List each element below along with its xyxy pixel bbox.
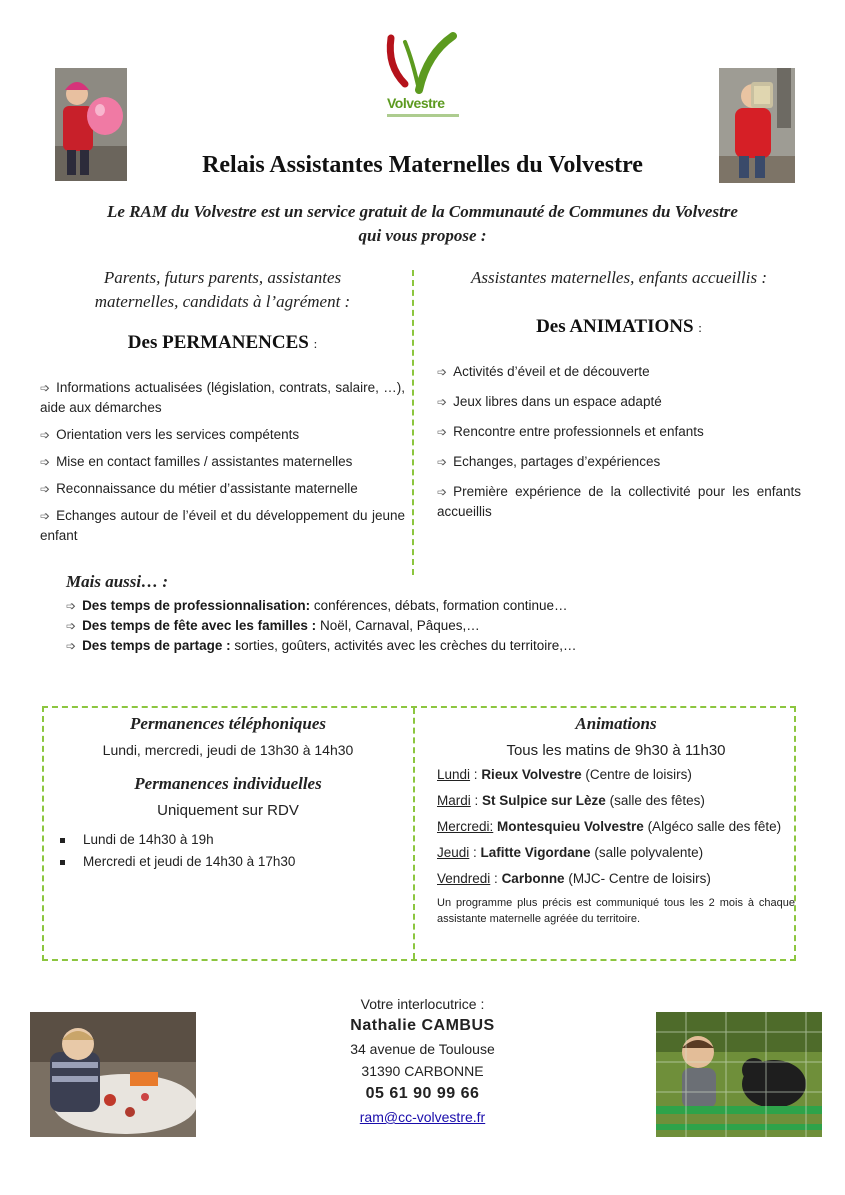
arrow-icon: ➩ — [40, 428, 51, 442]
arrow-icon: ➩ — [66, 599, 77, 613]
table-row: Mercredi: Montesquieu Volvestre (Algéco salle des fête) — [437, 819, 782, 834]
phone-hours-text: Lundi, mercredi, jeudi de 13h30 à 14h30 — [102, 742, 354, 758]
photo-child-painting — [30, 1012, 196, 1137]
individual-hours-title: Permanences individuelles — [134, 774, 322, 793]
list-item: ➩ Jeux libres dans un espace adapté — [437, 394, 662, 409]
arrow-icon: ➩ — [437, 425, 448, 439]
arrow-icon: ➩ — [66, 619, 77, 633]
list-item: ➩ Mise en contact familles / assistantes maternelles — [40, 454, 353, 469]
table-row: Mardi : St Sulpice sur Lèze (salle des fêtes) — [437, 793, 705, 808]
animations-audience: Assistantes maternelles, enfants accueillis : — [470, 268, 768, 287]
list-item: ➩ Echanges, partages d’expériences — [437, 454, 661, 469]
list-item: Lundi de 14h30 à 19h — [60, 829, 412, 851]
contact-label: Votre interlocutrice : — [360, 996, 485, 1012]
permanences-list — [40, 378, 405, 546]
animations-note: Un programme plus précis est communiqué tous les 2 mois à chaque assistante maternelle agréée du territoire. — [437, 897, 795, 925]
animations-list — [437, 362, 801, 522]
animations-schedule — [437, 714, 795, 927]
table-row: Vendredi : Carbonne (MJC- Centre de loisirs) — [437, 871, 711, 886]
list-item: ➩ Orientation vers les services compétents — [40, 427, 300, 442]
individual-slots — [44, 829, 412, 873]
list-item: ➩ Echanges autour de l’éveil et du développement du jeune enfant — [40, 508, 405, 543]
list-item: ➩ Activités d’éveil et de découverte — [437, 364, 650, 379]
list-item: ➩ Rencontre entre professionnels et enfants — [437, 424, 704, 439]
permanences-heading-suffix: : — [313, 336, 318, 351]
table-row: Jeudi : Lafitte Vigordane (salle polyvalente) — [437, 845, 704, 860]
contact-address-1: 34 avenue de Toulouse — [350, 1041, 495, 1057]
intro-line-1: Le RAM du Volvestre est un service gratuit de la Communauté de Communes du Volvestre — [107, 202, 738, 221]
arrow-icon: ➩ — [66, 639, 77, 653]
contact-block — [250, 994, 595, 1128]
contact-phone: 05 61 90 99 66 — [365, 1085, 480, 1102]
permanences-heading — [40, 332, 405, 354]
contact-address-2: 31390 CARBONNE — [361, 1063, 484, 1079]
volvestre-logo — [383, 32, 463, 122]
arrow-icon: ➩ — [40, 509, 51, 523]
logo-wordmark: Volvestre — [387, 95, 445, 111]
photo-child-animal-pen — [656, 1012, 822, 1137]
column-divider — [412, 270, 414, 575]
mais-aussi-list — [66, 596, 786, 656]
arrow-icon: ➩ — [437, 365, 448, 379]
animations-heading-text: Des ANIMATIONS — [536, 316, 694, 337]
list-item: ➩ Des temps de fête avec les familles : Noël, Carnaval, Pâques,… — [66, 618, 480, 633]
list-item: ➩ Des temps de partage : sorties, goûters, activités avec les crèches du territoire,… — [66, 638, 577, 653]
contact-email-link[interactable]: ram@cc-volvestre.fr — [359, 1109, 486, 1125]
animations-heading-suffix: : — [698, 320, 702, 335]
animations-schedule-title: Animations — [575, 714, 657, 733]
permanences-heading-text: Des PERMANENCES — [127, 332, 309, 353]
list-item: ➩ Reconnaissance du métier d’assistante maternelle — [40, 481, 358, 496]
arrow-icon: ➩ — [437, 485, 448, 499]
list-item: ➩ Des temps de professionnalisation: conférences, débats, formation continue… — [66, 598, 568, 613]
page-title: Relais Assistantes Maternelles du Volvestre — [202, 152, 643, 178]
animations-column — [437, 266, 801, 529]
animations-locations — [437, 765, 795, 889]
animations-time: Tous les matins de 9h30 à 11h30 — [506, 742, 726, 759]
intro-line-2: qui vous propose : — [358, 226, 487, 245]
arrow-icon: ➩ — [437, 395, 448, 409]
contact-name: Nathalie CAMBUS — [350, 1017, 495, 1034]
individual-hours-text: Uniquement sur RDV — [157, 802, 299, 819]
list-item: ➩ Informations actualisées (législation, contrats, salaire, …), aide aux démarches — [40, 380, 405, 415]
permanences-column — [40, 266, 405, 553]
mais-aussi-title: Mais aussi… : — [66, 572, 169, 591]
phone-hours-title: Permanences téléphoniques — [130, 714, 326, 733]
list-item: Mercredi et jeudi de 14h30 à 17h30 — [60, 851, 412, 873]
permanences-audience: Parents, futurs parents, assistantes maternelles, candidats à l’agrément : — [94, 268, 351, 311]
arrow-icon: ➩ — [40, 455, 51, 469]
intro-text — [60, 200, 785, 248]
animations-heading — [437, 316, 801, 338]
arrow-icon: ➩ — [437, 455, 448, 469]
arrow-icon: ➩ — [40, 381, 51, 395]
table-row: Lundi : Rieux Volvestre (Centre de loisirs) — [437, 767, 692, 782]
schedule-box-divider — [413, 708, 415, 959]
arrow-icon: ➩ — [40, 482, 51, 496]
list-item: ➩ Première expérience de la collectivité pour les enfants accueillis — [437, 484, 801, 519]
permanences-schedule — [44, 714, 412, 873]
